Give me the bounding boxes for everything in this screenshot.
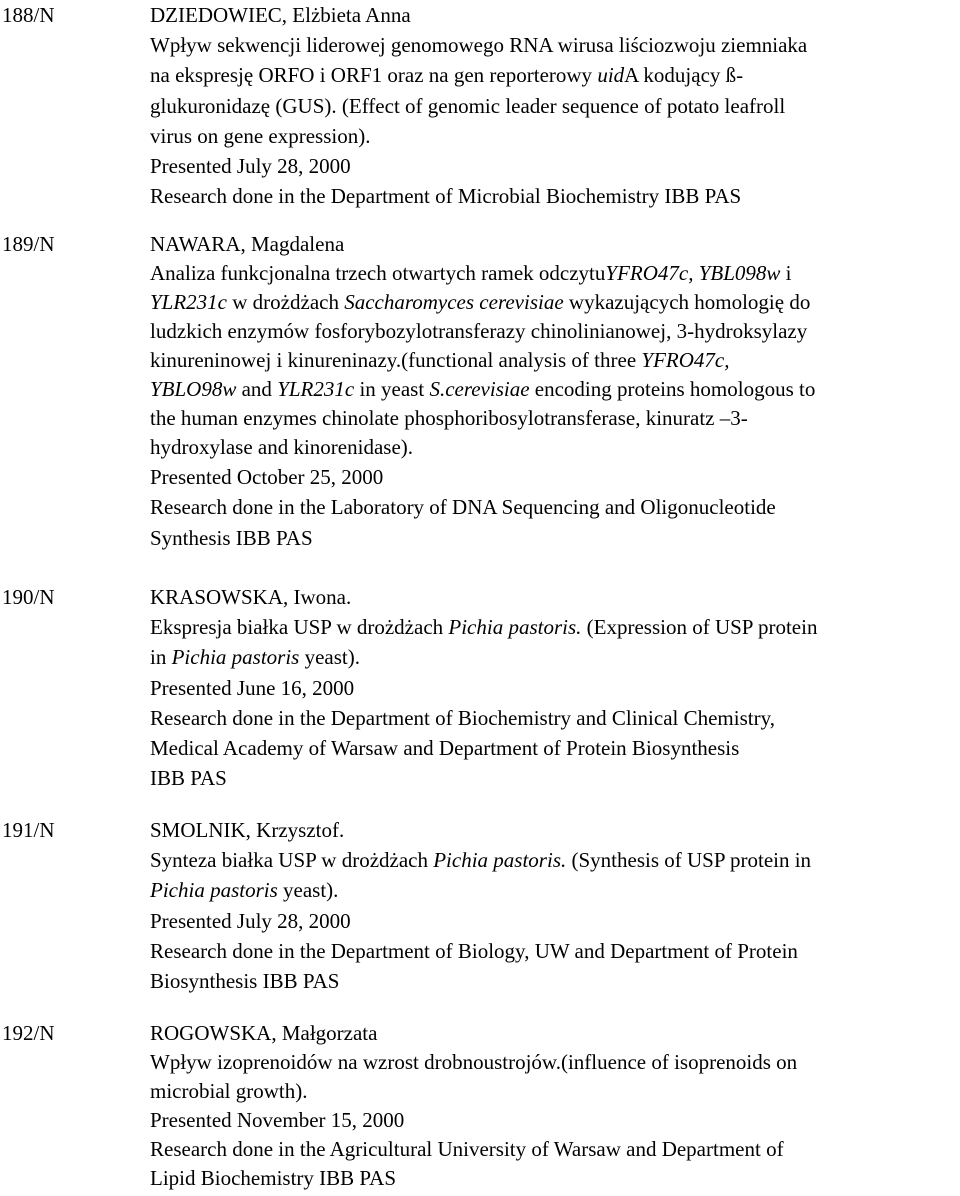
presented-date: Presented July 28, 2000 [150,153,351,178]
entry-body [150,229,958,553]
text-run: na ekspresję ORFO i ORF1 oraz na gen reporterowy [150,63,598,88]
italic-text-run: Pichia pastoris [171,645,300,670]
text-run: yeast). [299,645,361,670]
research-affiliation: IBB PAS [150,766,227,791]
entry-number: 192/N [2,1021,55,1045]
entry-body [150,815,958,996]
presented-date: Presented November 15, 2000 [150,1108,405,1133]
text-run: Synteza białka USP w drożdżach [150,848,434,873]
italic-text-run: Pichia pastoris. [433,848,567,873]
text-run: encoding proteins homologous to [529,377,816,402]
thesis-title-line [150,346,958,375]
presented-date: Presented July 28, 2000 [150,908,351,933]
entry-number: 190/N [2,585,55,609]
research-affiliation: Biosynthesis IBB PAS [150,968,340,993]
research-affiliation: Medical Academy of Warsaw and Department of Protein Biosynthesis [150,735,740,760]
thesis-title-line: microbial growth). [150,1079,308,1104]
entry-body [150,582,958,793]
italic-text-run: Pichia pastoris [150,878,278,903]
research-affiliation: Research done in the Laboratory of DNA Sequencing and Oligonucleotide [150,495,776,520]
thesis-title-line: ludzkich enzymów fosforybozylotransferazy chinolinianowej, 3-hydroksylazy [150,319,808,344]
author-name: DZIEDOWIEC, Elżbieta Anna [150,3,411,27]
italic-text-run: YBLO98w [150,377,237,402]
research-affiliation: Synthesis IBB PAS [150,525,313,550]
italic-text-run: YFRO47c, YBL098w [605,261,781,286]
italic-text-run: YLR231c [277,377,355,402]
text-run: Analiza funkcjonalna trzech otwartych ramek odczytu [150,261,606,286]
presented-date: Presented June 16, 2000 [150,675,355,700]
thesis-title-line: glukuronidazę (GUS). (Effect of genomic leader sequence of potato leafroll [150,93,786,118]
italic-text-run: cerevisiae [445,377,530,402]
text-run: A kodujący ß- [624,63,744,88]
thesis-title-line [150,60,958,90]
entry-number: 189/N [2,232,55,256]
italic-text-run: YFRO47c, [641,348,730,373]
entry-number: 191/N [2,818,55,842]
thesis-title-line [150,612,958,642]
presented-date: Presented October 25, 2000 [150,465,384,490]
text-run: wykazujących homologię do [563,290,811,315]
thesis-title-line: Wpływ sekwencji liderowej genomowego RNA wirusa liściozwoju ziemniaka [150,33,808,58]
text-run: yeast). [277,878,339,903]
entry-body [150,1018,958,1193]
text-run: Ekspresja białka USP w drożdżach [150,615,449,640]
italic-text-run: S. [429,377,446,402]
author-name: KRASOWSKA, Iwona. [150,585,352,609]
entry-body [150,0,958,211]
thesis-title-line: Wpływ izoprenoidów na wzrost drobnoustrojów.(influence of isoprenoids on [150,1050,798,1075]
thesis-title-line: virus on gene expression). [150,123,371,148]
author-name: SMOLNIK, Krzysztof. [150,818,345,842]
entry-number: 188/N [2,3,55,27]
italic-text-run: YLR231c [150,290,228,315]
research-affiliation: Research done in the Agricultural University of Warsaw and Department of [150,1137,784,1162]
text-run: (Expression of USP protein [581,615,818,640]
research-affiliation: Research done in the Department of Biology, UW and Department of Protein [150,938,798,963]
thesis-title-line [150,288,958,317]
text-run: i [780,261,792,286]
text-run: in yeast [354,377,430,402]
thesis-title-line: the human enzymes chinolate phosphoribosylotransferase, kinuratz –3- [150,406,748,431]
text-run: kinureninowej i kinureninazy.(functional analysis of three [150,348,642,373]
italic-text-run: Saccharomyces cerevisiae [344,290,564,315]
research-affiliation: Lipid Biochemistry IBB PAS [150,1166,397,1191]
thesis-title-line [150,875,958,905]
thesis-title-line [150,259,958,288]
research-affiliation: Research done in the Department of Biochemistry and Clinical Chemistry, [150,705,775,730]
thesis-title-line [150,375,958,404]
thesis-title-line [150,845,958,875]
italic-text-run: uid [597,63,625,88]
text-run: and [236,377,278,402]
italic-text-run: Pichia pastoris. [448,615,582,640]
research-affiliation: Research done in the Department of Microbial Biochemistry IBB PAS [150,184,742,209]
thesis-title-line: hydroxylase and kinorenidase). [150,435,414,460]
text-run: (Synthesis of USP protein in [566,848,812,873]
author-name: ROGOWSKA, Małgorzata [150,1021,378,1045]
thesis-title-line [150,642,958,672]
text-run: w drożdżach [227,290,345,315]
text-run: in [150,645,172,670]
author-name: NAWARA, Magdalena [150,232,345,256]
